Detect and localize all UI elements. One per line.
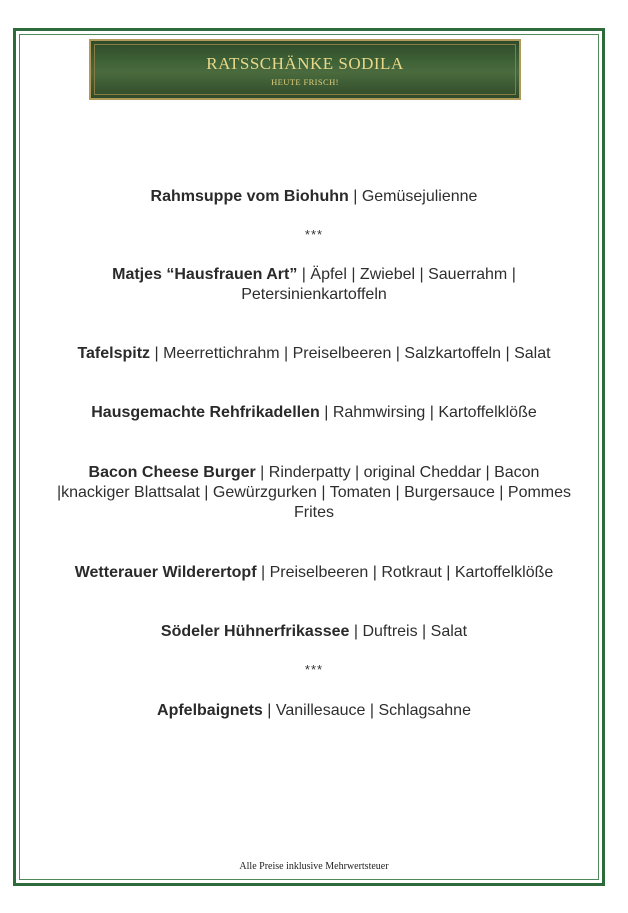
dish-name: Södeler Hühnerfrikassee (160, 623, 350, 640)
separator: *** (304, 662, 324, 677)
dish-description: | Duftreis | Salat (349, 623, 468, 640)
menu-item (70, 265, 558, 305)
page-frame-inner (19, 34, 599, 880)
dish-description: | Äpfel | Zwiebel | Sauerrahm | Petersinienkartoffeln (241, 266, 516, 303)
menu-item (40, 403, 588, 423)
menu-item (20, 563, 608, 583)
dish-name: Bacon Cheese Burger (88, 464, 256, 481)
dish-name: Hausgemachte Rehfrikadellen (91, 404, 320, 421)
price-note: Alle Preise inklusive Mehrwertsteuer (239, 861, 389, 872)
separator: *** (304, 227, 324, 242)
dish-name: Tafelspitz (77, 345, 151, 362)
dish-description: | Preiselbeeren | Rotkraut | Kartoffelklöße (256, 564, 554, 581)
menu-item (55, 463, 573, 523)
dish-name: Wetterauer Wilderertopf (74, 564, 257, 581)
dish-description: | Vanillesauce | Schlagsahne (262, 702, 471, 719)
dish-name: Matjes “Hausfrauen Art” (112, 266, 298, 283)
dish-description: | Rahmwirsing | Kartoffelklöße (319, 404, 537, 421)
dish-name: Apfelbaignets (157, 702, 263, 719)
menu-item (40, 701, 588, 721)
dish-description: | Rinderpatty | original Cheddar | Bacon |knackiger Blattsalat | Gewürzgurken | Tomaten | Burgersauce | Pommes Frites (56, 464, 572, 521)
restaurant-banner (89, 39, 521, 100)
banner-subtitle: HEUTE FRISCH! (271, 77, 339, 87)
menu-item (20, 344, 608, 364)
dish-description: | Meerrettichrahm | Preiselbeeren | Salzkartoffeln | Salat (150, 345, 551, 362)
menu-item (40, 622, 588, 642)
dish-name: Rahmsuppe vom Biohuhn (150, 188, 349, 205)
dish-description: | Gemüsejulienne (348, 188, 478, 205)
restaurant-name: RATSSCHÄNKE SODILA (206, 54, 404, 73)
menu-item (40, 187, 588, 207)
